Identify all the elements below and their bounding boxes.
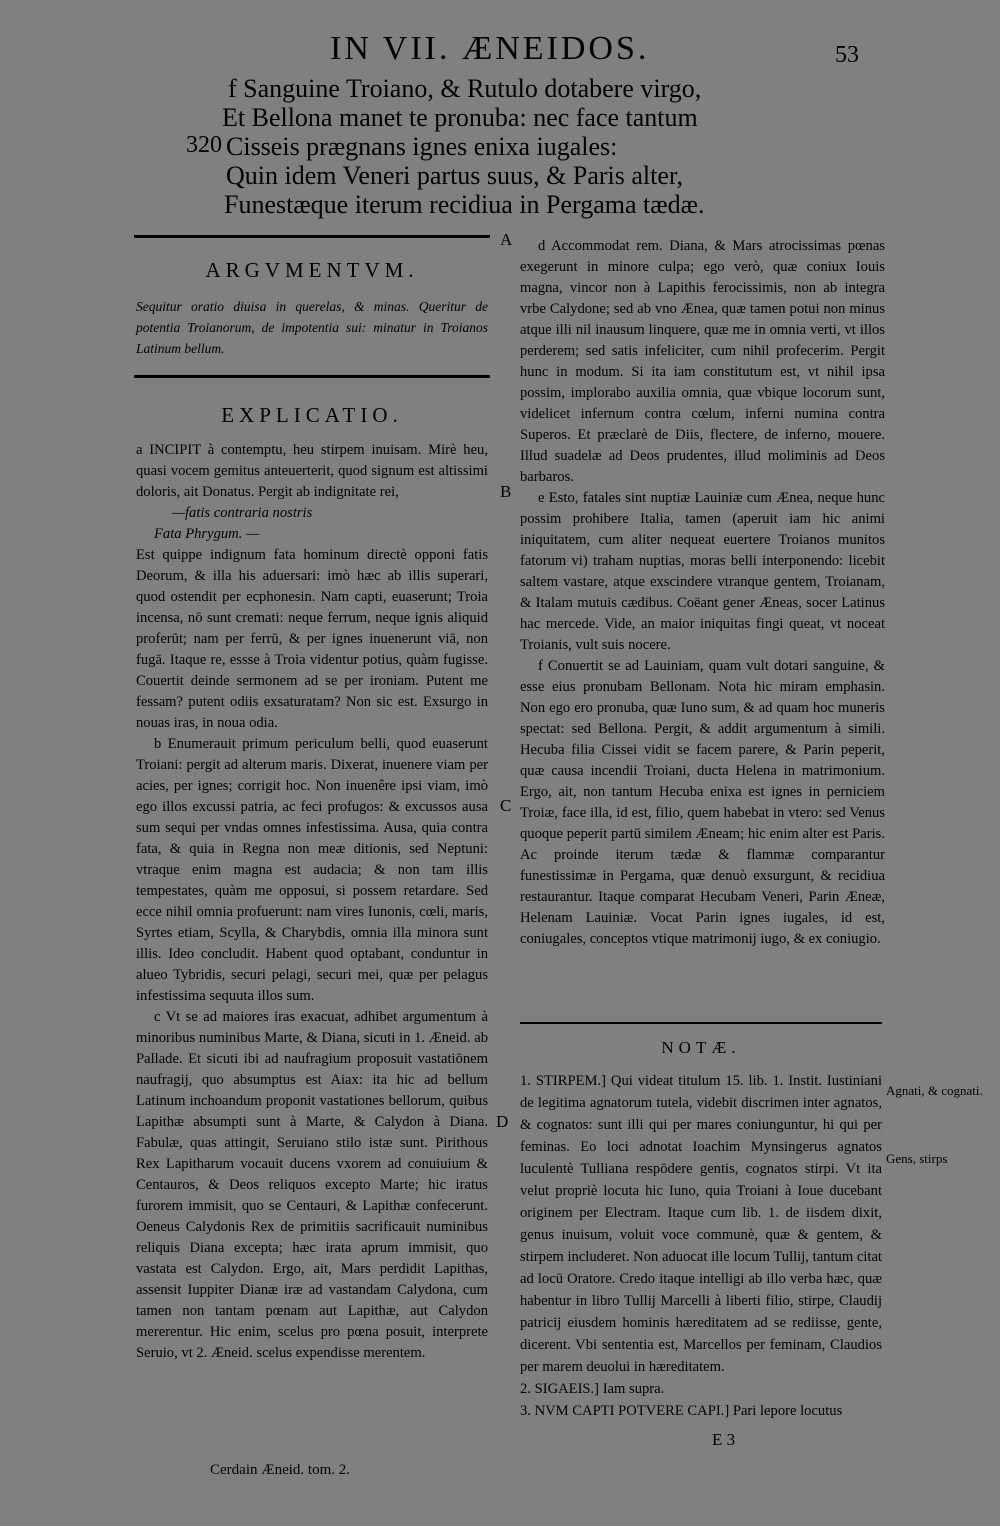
verse-line: Et Bellona manet te pronuba: nec face tantum — [222, 103, 698, 132]
divider-rule — [520, 1022, 882, 1024]
verse-line: Funestæque iterum recidiua in Pergama tædæ. — [224, 190, 705, 219]
explicatio-heading: EXPLICATIO. — [221, 403, 403, 427]
commentary-paragraph: d Accommodat rem. Diana, & Mars atrocissimas pœnas exegerunt in minore culpa; ego verò, quæ coniux Iouis magna, vincor non à Lapithis ferocissimis, non ab integra vrbe Calydone; sed ab vno Ænea, quæ tamen potui non minus atque illi nil inausum linquere, quæ me in omnia verti, vt illos perderem; sed satis infeliciter, cum nihil profecerim. Pergit hunc in modum. Si ita iam constitutum est, vt nihil ipsa possim, implorabo auxilia omnia, quæ vbique locorum sunt, videlicet infernum contra cœlum, inferni numina contra Superos. Et præclarè de Diis, flectere, de inferno, mouere. Illud suadelæ ad Deos prudentes, illud moliminis ad Deos barbaros. — [520, 238, 885, 485]
running-title: IN VII. ÆNEIDOS. — [330, 30, 650, 67]
commentary-paragraph: e Esto, fatales sint nuptiæ Lauiniæ cum Ænea, neque hunc possim prohibere Italia, tamen (aperuit iam hic animi iniquitatem, cum aliter nequeat euertere Troianos munitos fatorum vi) traham nuptias, moras belli interponendo: licebit saltem vastare, atque exscindere vtranque gentem, Troianam, & Italam mutuis cædibus. Coëant gener Æneas, socer Latinus hac mercede. Vide, an maior iniquitas fingi queat, vt noceat Troianis, vult suis nocere. — [520, 490, 885, 653]
note-entry: 3. NVM CAPTI POTVERE CAPI.] Pari lepore locutus — [520, 1403, 843, 1419]
right-column-body — [520, 236, 885, 950]
margin-letter: A — [500, 230, 513, 249]
margin-note: Agnati, & cognati. — [886, 1083, 983, 1098]
verse-line: Cisseis prægnans ignes enixa iugales: — [226, 132, 618, 161]
margin-letter: B — [500, 482, 512, 501]
explicatio-paragraph: Est quippe indignum fata hominum directè opponi fatis Deorum, & illa his aduersari: imò hæc ab illis superari, quod ostendit per ecphonesin. Nam capti, euaserunt; Troia incensa, nō sunt cremati: neque ferrum, neque ignis aliquid proferūt; nam per ferrū, & per ignes inuenerunt viā, non fugā. Itaque re, essse à Troia videntur potius, quàm fugisse. Couertit deinde sermonem ad se per ironiam. Putent me fessam? putent odiis exsaturatam? Non sic est. Exsurgo in nouas iras, in noua odia. — [136, 547, 488, 731]
verse-line: f Sanguine Troiano, & Rutulo dotabere virgo, — [228, 74, 702, 103]
verse-line: Quin idem Veneri partus suus, & Paris alter, — [226, 161, 684, 190]
margin-letter: D — [496, 1112, 509, 1131]
verse-quote: Fata Phrygum. — — [154, 526, 259, 542]
verse-quote: —fatis contraria nostris — [172, 505, 313, 521]
page-number: 53 — [835, 42, 859, 68]
commentary-paragraph: f Conuertit se ad Lauiniam, quam vult dotari sanguine, & esse eius pronubam Bellonam. Nota hic miram emphasin. Non ego ero pronuba, quæ Iuno sum, & ad quam hoc muneris spectat: sed Bellona. Pergit, & addit argumentum à simili. Hecuba filia Cissei vidit se facem parere, & Parin peperit, quæ causa incendii Troiani, ducta Helena in matrimonium. Ergo, ait, non tantum Hecuba enixa est ignes in perniciem Troiæ, face illa, id est, filio, quem habebat in vtero: sed Venus quoque peperit partū similem Æneam; hic enim alter est Paris. Ac proinde iterum tædæ & flammæ comparantur funestissimæ in Pergama, quæ denuò exsurgunt, & recidiua restaurantur. Itaque comparat Hecubam Veneri, Parin Æneæ, Helenam Lauiniæ. Vocat Parin ignes iugales, id est, coniugales, conceptos vtique matrimonij iugo, & ex coniugio. — [520, 658, 885, 947]
note-entry: 2. SIGAEIS.] Iam supra. — [520, 1381, 665, 1397]
divider-rule — [134, 375, 490, 378]
volume-signature: Cerdain Æneid. tom. 2. — [210, 1462, 350, 1478]
notae-body — [520, 1070, 882, 1422]
explicatio-paragraph: b Enumerauit primum periculum belli, quod euaserunt Troiani: pergit ad alterum maris. Dixerat, inuenere viam per acies, per ignes; corrigit hoc. Non inuenêre ipsi viam, imò ego illos excussi patria, ac feci profugos: & excussos ausa sum sequi per vndas omnes infestissima. Ausa, quia contra fata, & quia in Regna non meæ ditionis, sed Neptuni: vtraque enim magna est audacia; & non tam illis tempestates, quàm me opposui, si possem retardare. Sed ecce nihil omnia profuerunt: nam vires Iunonis, cœli, maris, Syrtes etiam, Scylla, & Charybdis, omnia illa minora sunt illis. Ideo concludit. Habent quod optabant, conduntur in alueo Tybridis, securi pelagi, securi mei, quæ per pelagus infestissima sequuta illos sum. — [136, 736, 488, 1004]
verse-line-number: 320 — [186, 132, 222, 158]
margin-letter: C — [500, 796, 512, 815]
note-entry: 1. STIRPEM.] Qui videat titulum 15. lib. 1. Instit. Iustiniani de legitima agnatorum tutela, videbit discrimen inter agnatos, & cognatos: sunt illi qui per mares coniunguntur, hi qui per feminas. Eo loci adnotat Ioachim Mynsingerus agnatos luculentè Tulliana respōdere gentis, cognatos stirpi. Vt ita velut propriè locuta hic Iuno, quia Troiani à Ioue ducebant originem per Electram. Itaque cum lib. 1. de iisdem dixit, genus inuisum, voluit voce communè, quæ & gentem, & stirpem includeret. Non aduocat ille locum Tullij, tantum citat ad locū Oratore. Credo itaque intelligi ab illo verba hæc, quæ habentur in libro Tullij Marcelli à liberti filio, stirpe, Claudij patricij eiusdem hominis hæreditatem ad se rediisse, gente, dicerent. Vbi sententia est, Marcellos per feminam, Claudios per marem deuolui in hæreditatem. — [520, 1073, 882, 1375]
signature-mark: E 3 — [712, 1430, 736, 1449]
argumentum-heading: ARGVMENTVM. — [205, 258, 419, 282]
divider-rule — [134, 235, 490, 238]
explicatio-paragraph: c Vt se ad maiores iras exacuat, adhibet argumentum à minoribus numinibus Marte, & Diana, sicuti in 1. Æneid. ab Pallade. Et sicuti ibi ad naufragium proposuit vastatiōnem naufragij, quo absumptus est Aiax: ita hic ad bellum Latinum inchoandum proponit vastationes bellorum, quibus Lapithæ absumpti sunt à Marte, & Calydon à Diana. Fabulæ, quas attingit, Seruiano stilo istæ sunt. Pirithous Rex Lapitharum vocauit ducens vxorem ad conuiuium & Centauros, & Deos reliquos excepto Marte; hic iratus furorem immisit, quo se Centauri, & Lapithæ confecerunt. Oeneus Calydonis Rex de primitiis sacrificauit numinibus reliquis Diana excepta; hæc irata aprum immisit, quo vastata est Calydon. Ergo, ait, Mars perdidit Lapithas, assensit Iuppiter Dianæ iræ ad vastandam Calydona, cum tamen non tantam pœnam aut Lapithæ, aut Calydon mererentur. Hic enim, scelus pro pœna posuit, interprete Seruio, vt 2. Æneid. scelus expendisse merentem. — [136, 1009, 488, 1361]
explicatio-paragraph: a INCIPIT à contemptu, heu stirpem inuisam. Mirè heu, quasi vocem gemitus anteuerterit, quod signum est altissimi doloris, ait Donatus. Pergit ab indignitate rei, — [136, 442, 488, 500]
margin-note: Gens, stirps — [886, 1151, 948, 1166]
argumentum-text: Sequitur oratio diuisa in querelas, & minas. Queritur de potentia Troianorum, de impotentia sui: minatur in Troianos Latinum bellum. — [136, 299, 488, 356]
notae-heading: NOTÆ. — [661, 1038, 741, 1057]
explicatio-body — [136, 440, 488, 1364]
